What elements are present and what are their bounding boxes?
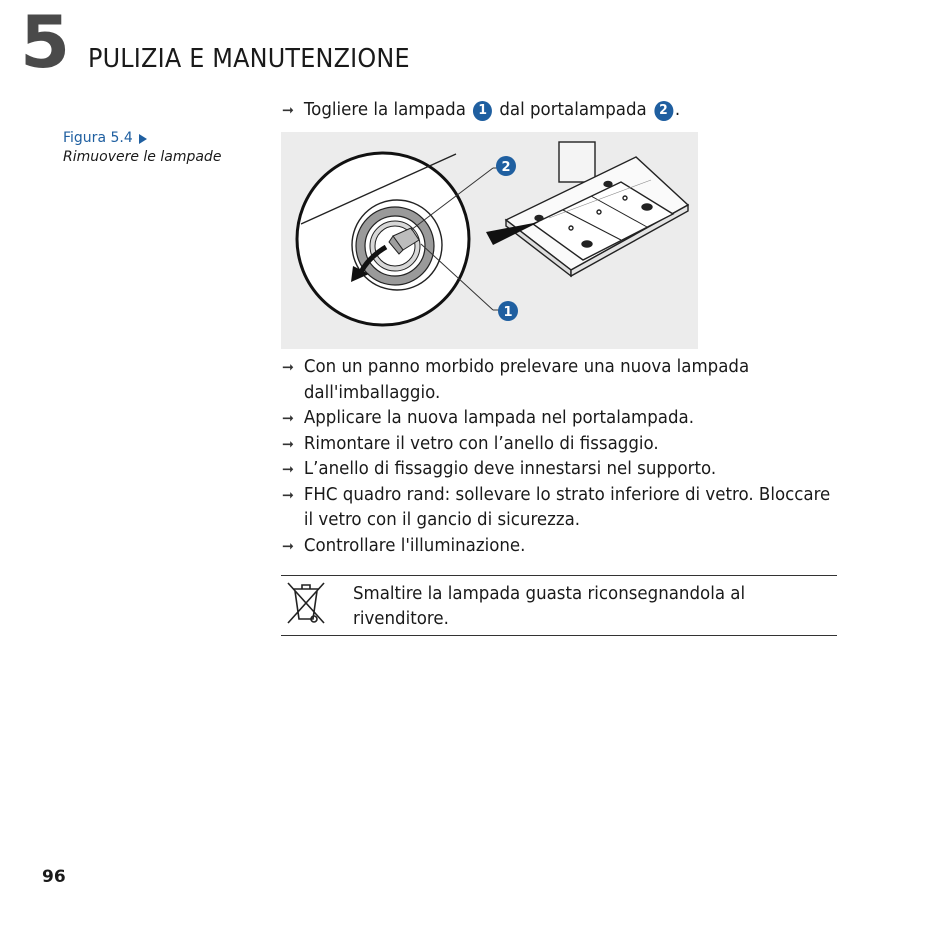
crossed-out-bin-icon <box>284 579 328 627</box>
magnifier-detail <box>297 153 506 325</box>
chapter-title: PULIZIA E MANUTENZIONE <box>88 44 410 74</box>
callout-1-marker <box>498 301 518 321</box>
step-item <box>282 534 843 560</box>
arrow-right-icon: ➞ <box>282 101 294 119</box>
callout-badge-2: 2 <box>654 101 673 121</box>
chapter-number: 5 <box>20 0 69 84</box>
figure-label <box>63 129 263 148</box>
step-remove-lamp <box>282 98 814 124</box>
arrow-right-icon: ➞ <box>282 485 294 504</box>
arrow-right-icon: ➞ <box>282 434 294 453</box>
step-item <box>282 355 843 406</box>
arrow-right-icon: ➞ <box>282 536 294 555</box>
step-text: Controllare l'illuminazione. <box>303 535 526 556</box>
step-text: Rimontare il vetro con l’anello di fissaggio. <box>303 433 659 454</box>
step-item <box>282 406 843 432</box>
note-divider-top <box>281 575 837 576</box>
disposal-note: Smaltire la lampada guasta riconsegnandola al rivenditore. <box>353 584 746 629</box>
step-text: Con un panno morbido prelevare una nuova lampada dall'imballaggio. <box>303 357 750 403</box>
step-item <box>282 432 843 458</box>
step-text: Applicare la nuova lampada nel portalampada. <box>303 408 695 428</box>
cooker-hood-drawing <box>506 142 688 276</box>
arrow-right-icon: ➞ <box>282 358 294 376</box>
callout-badge-1: 1 <box>473 101 492 121</box>
figure-description: Rimuovere le lampade <box>63 149 222 165</box>
steps-list <box>282 355 842 559</box>
callout-1-label: 1 <box>503 305 513 320</box>
step-text: L’anello di fissaggio deve innestarsi nel supporto. <box>303 459 717 479</box>
figure-label-text: Figura 5.4 <box>63 130 133 146</box>
callout-2-label: 2 <box>501 160 511 175</box>
arrow-right-icon: ➞ <box>282 460 294 478</box>
lamp-removal-illustration <box>281 132 698 349</box>
page-number: 96 <box>42 867 66 887</box>
step-text: FHC quadro rand: sollevare lo strato inferiore di vetro. Bloccare il vetro con il gancio di sicurezza. <box>303 484 831 530</box>
triangle-right-icon <box>139 134 147 144</box>
callout-2-marker <box>496 156 516 176</box>
step-text-b: dal portalampada <box>499 100 647 120</box>
step-text-a: Togliere la lampada <box>303 100 466 120</box>
figure-caption <box>63 129 263 167</box>
step-item <box>282 483 843 534</box>
step-item <box>282 457 843 483</box>
note-divider-bottom <box>281 635 837 636</box>
arrow-right-icon: ➞ <box>282 409 294 427</box>
step-text-c: . <box>674 100 681 120</box>
illustration-svg <box>281 132 698 349</box>
